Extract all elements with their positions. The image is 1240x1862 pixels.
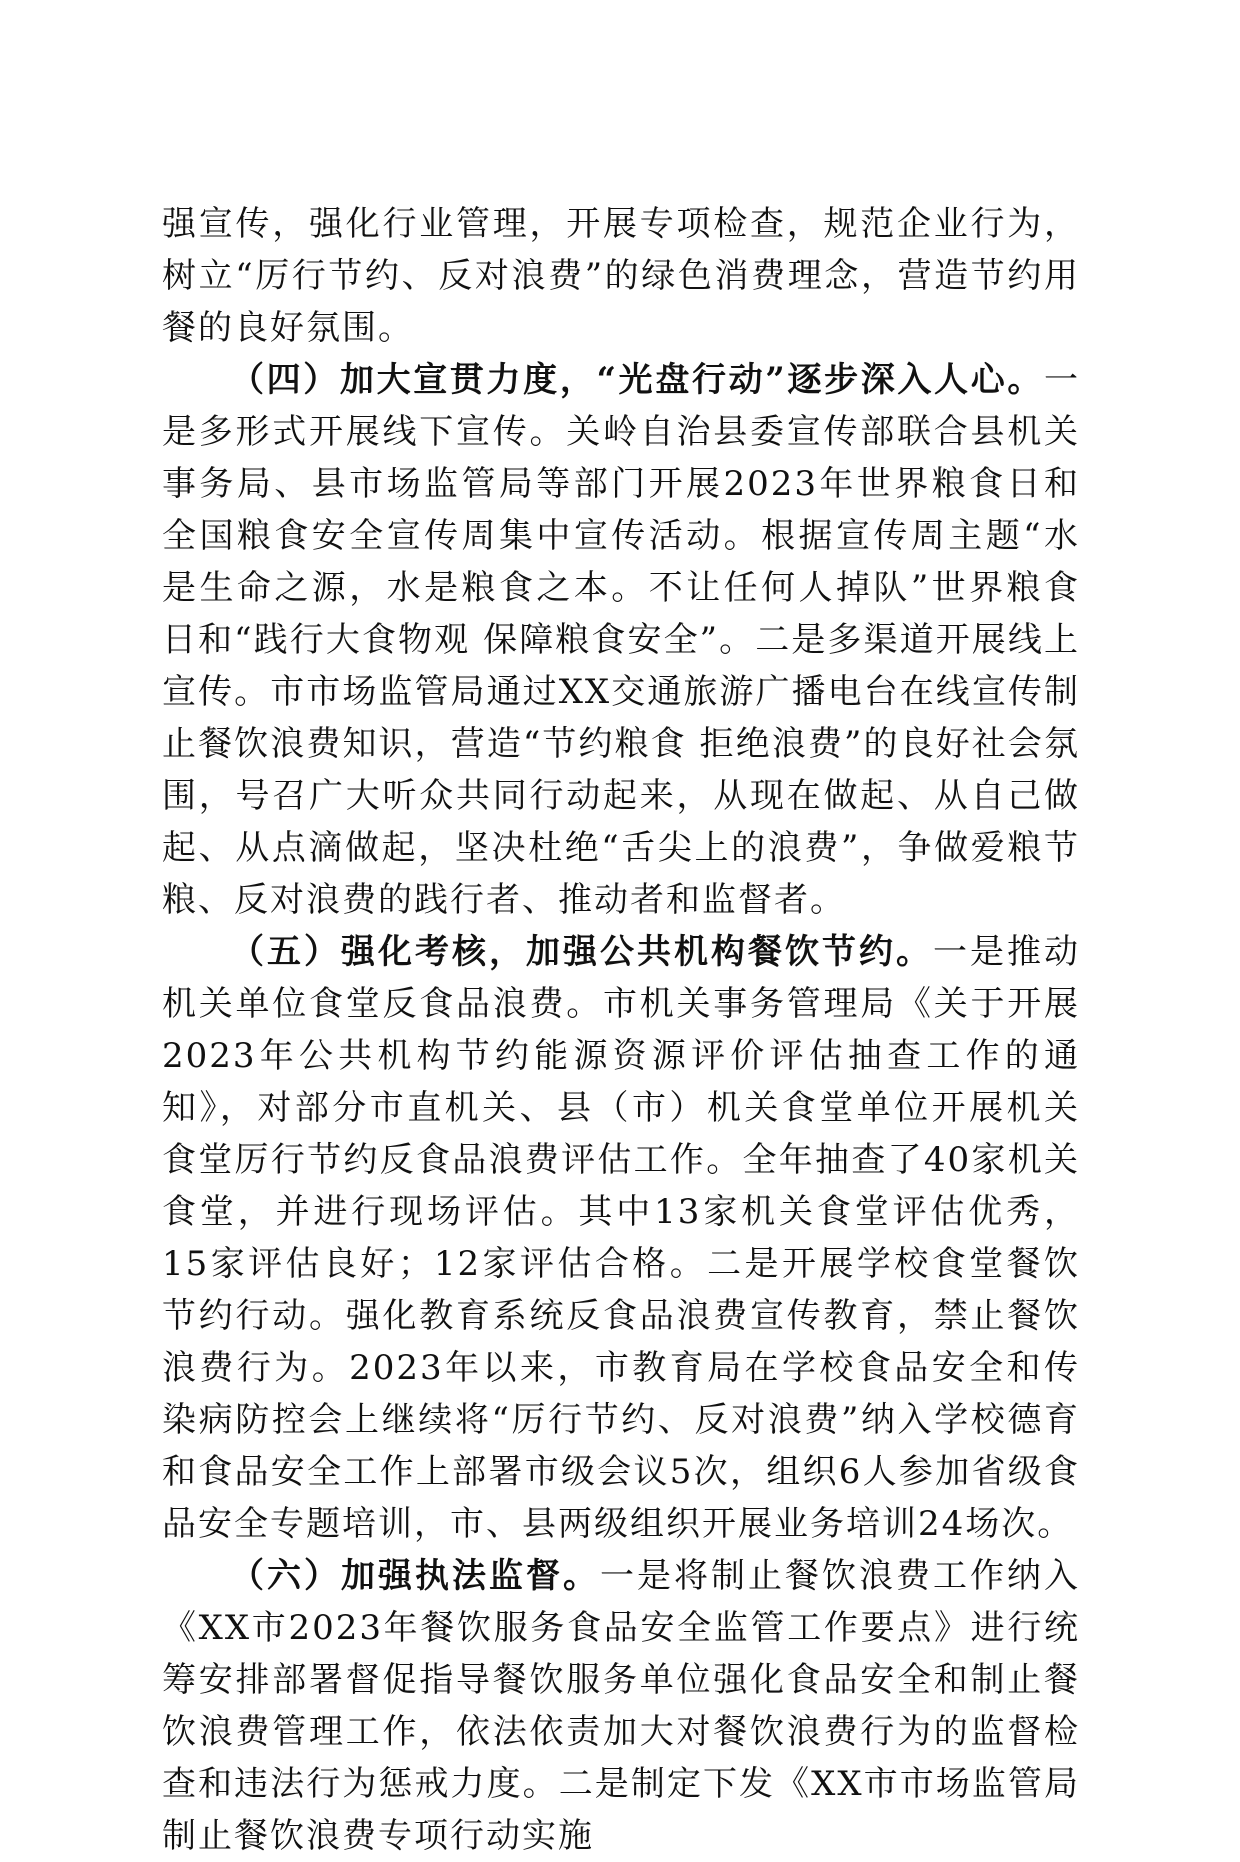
section-heading: （五）强化考核，加强公共机构餐饮节约。 <box>230 932 933 972</box>
paragraph-text: 一是将制止餐饮浪费工作纳入《XX市2023年餐饮服务食品安全监管工作要点》进行统筹安排部署督促指导餐饮服务单位强化食品安全和制止餐饮浪费管理工作，依法依责加大对餐饮浪费行为的监督检查和违法行为惩戒力度。二是制定下发《XX市市场监管局制止餐饮浪费专项行动实施 <box>162 1556 1080 1856</box>
document-page <box>162 198 1080 1862</box>
paragraph-section-6 <box>162 1550 1080 1862</box>
paragraph-text: 一是推动机关单位食堂反食品浪费。市机关事务管理局《关于开展2023年公共机构节约能源资源评价评估抽查工作的通知》，对部分市直机关、县（市）机关食堂单位开展机关食堂厉行节约反食品浪费评估工作。全年抽查了40家机关食堂，并进行现场评估。其中13家机关食堂评估优秀，15家评估良好；12家评估合格。二是开展学校食堂餐饮节约行动。强化教育系统反食品浪费宣传教育，禁止餐饮浪费行为。2023年以来，市教育局在学校食品安全和传染病防控会上继续将“厉行节约、反对浪费”纳入学校德育和食品安全工作上部署市级会议5次，组织6人参加省级食品安全专题培训，市、县两级组织开展业务培训24场次。 <box>162 932 1080 1544</box>
paragraph-text: 强宣传，强化行业管理，开展专项检查，规范企业行为，树立“厉行节约、反对浪费”的绿色消费理念，营造节约用餐的良好氛围。 <box>162 204 1080 348</box>
section-heading: （六）加强执法监督。 <box>230 1556 600 1596</box>
paragraph-section-4 <box>162 354 1080 926</box>
paragraph-section-5 <box>162 926 1080 1550</box>
paragraph-text: 一是多形式开展线下宣传。关岭自治县委宣传部联合县机关事务局、县市场监管局等部门开展2023年世界粮食日和全国粮食安全宣传周集中宣传活动。根据宣传周主题“水是生命之源，水是粮食之本。不让任何人掉队”世界粮食日和“践行大食物观 保障粮食安全”。二是多渠道开展线上宣传。市市场监管局通过XX交通旅游广播电台在线宣传制止餐饮浪费知识，营造“节约粮食 拒绝浪费”的良好社会氛围，号召广大听众共同行动起来，从现在做起、从自己做起、从点滴做起，坚决杜绝“舌尖上的浪费”，争做爱粮节粮、反对浪费的践行者、推动者和监督者。 <box>162 360 1080 920</box>
paragraph-continuation <box>162 198 1080 354</box>
section-heading: （四）加大宣贯力度，“光盘行动”逐步深入人心。 <box>230 360 1044 400</box>
